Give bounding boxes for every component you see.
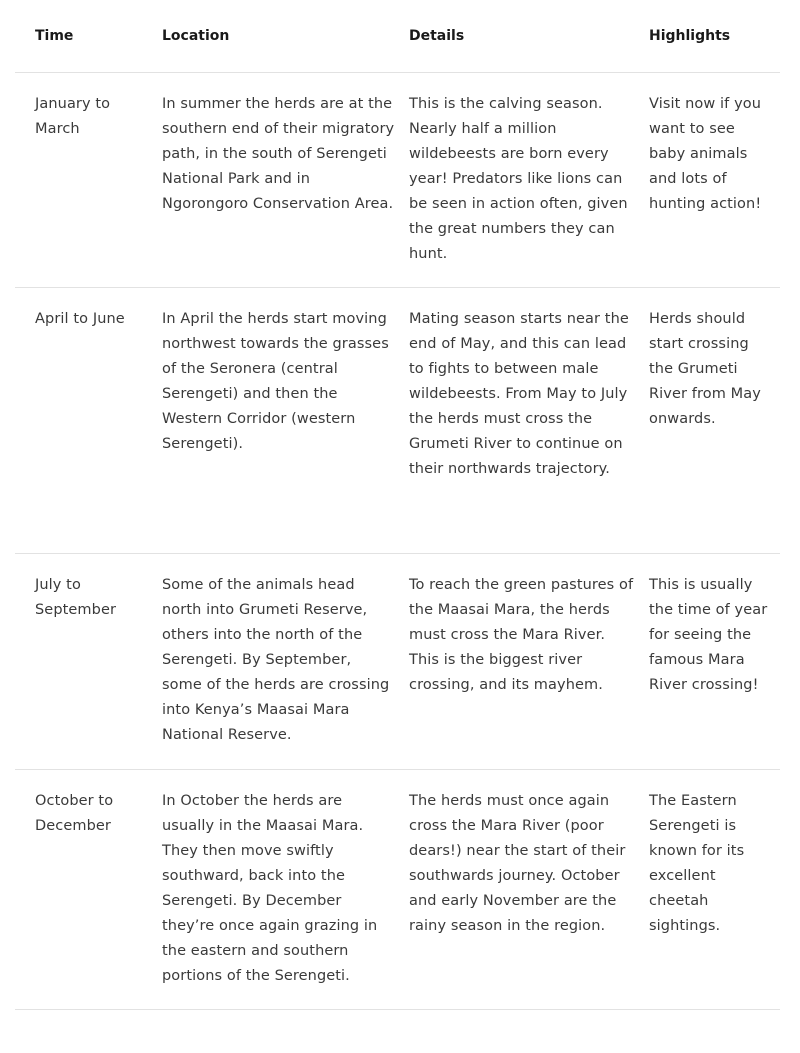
- highlights-text: The Eastern Serengeti is known for its excellent cheetah sightings.: [649, 793, 745, 934]
- details-text: The herds must once again cross the Mara River (poor dears!) near the start of their southwards journey. October and early November are the rainy season in the region.: [409, 793, 626, 934]
- time-text: January to March: [35, 96, 111, 137]
- table-row: [15, 288, 780, 554]
- cell-highlights: [649, 288, 780, 554]
- cell-details: [409, 770, 649, 1010]
- location-text: In October the herds are usually in the Maasai Mara. They then move swiftly southward, back into the Serengeti. By December they’re once again grazing in the eastern and southern portions of the Serengeti.: [162, 793, 378, 984]
- location-text: In April the herds start moving northwest towards the grasses of the Seronera (central Serengeti) and then the Western Corridor (western Serengeti).: [162, 311, 389, 452]
- table-row: [15, 554, 780, 770]
- cell-time: [15, 73, 162, 288]
- header-location: Location: [162, 0, 409, 73]
- details-text: Mating season starts near the end of May, and this can lead to fights to between male wildebeests. From May to July the herds must cross the Grumeti River to continue on their northwards trajectory.: [409, 311, 629, 477]
- location-text: Some of the animals head north into Grumeti Reserve, others into the north of the Serengeti. By September, some of the herds are crossing into Kenya’s Maasai Mara National Reserve.: [162, 577, 390, 743]
- cell-highlights: [649, 770, 780, 1010]
- cell-location: [162, 554, 409, 770]
- cell-location: [162, 288, 409, 554]
- cell-highlights: [649, 73, 780, 288]
- cell-time: [15, 770, 162, 1010]
- cell-details: [409, 73, 649, 288]
- cell-time: [15, 288, 162, 554]
- table-body: [15, 73, 780, 1010]
- table-row: [15, 770, 780, 1010]
- migration-table: [15, 0, 780, 1010]
- header-time: Time: [15, 0, 162, 73]
- cell-details: [409, 554, 649, 770]
- highlights-text: Herds should start crossing the Grumeti River from May onwards.: [649, 311, 761, 427]
- header-row: [15, 0, 780, 73]
- cell-highlights: [649, 554, 780, 770]
- time-text: October to December: [35, 793, 114, 834]
- table-row: [15, 73, 780, 288]
- header-highlights: Highlights: [649, 0, 780, 73]
- table-header: [15, 0, 780, 73]
- time-text: April to June: [35, 311, 125, 327]
- location-text: In summer the herds are at the southern end of their migratory path, in the south of Serengeti National Park and in Ngorongoro Conservation Area.: [162, 96, 395, 212]
- highlights-text: This is usually the time of year for seeing the famous Mara River crossing!: [649, 577, 768, 693]
- highlights-text: Visit now if you want to see baby animals and lots of hunting action!: [649, 96, 762, 212]
- cell-time: [15, 554, 162, 770]
- time-text: July to September: [35, 577, 117, 618]
- details-text: This is the calving season. Nearly half a million wildebeests are born every year! Predators like lions can be seen in action often, given the great numbers they can hunt.: [409, 96, 628, 262]
- cell-location: [162, 73, 409, 288]
- cell-details: [409, 288, 649, 554]
- details-text: To reach the green pastures of the Maasai Mara, the herds must cross the Mara River. This is the biggest river crossing, and its mayhem.: [409, 577, 634, 693]
- cell-location: [162, 770, 409, 1010]
- header-details: Details: [409, 0, 649, 73]
